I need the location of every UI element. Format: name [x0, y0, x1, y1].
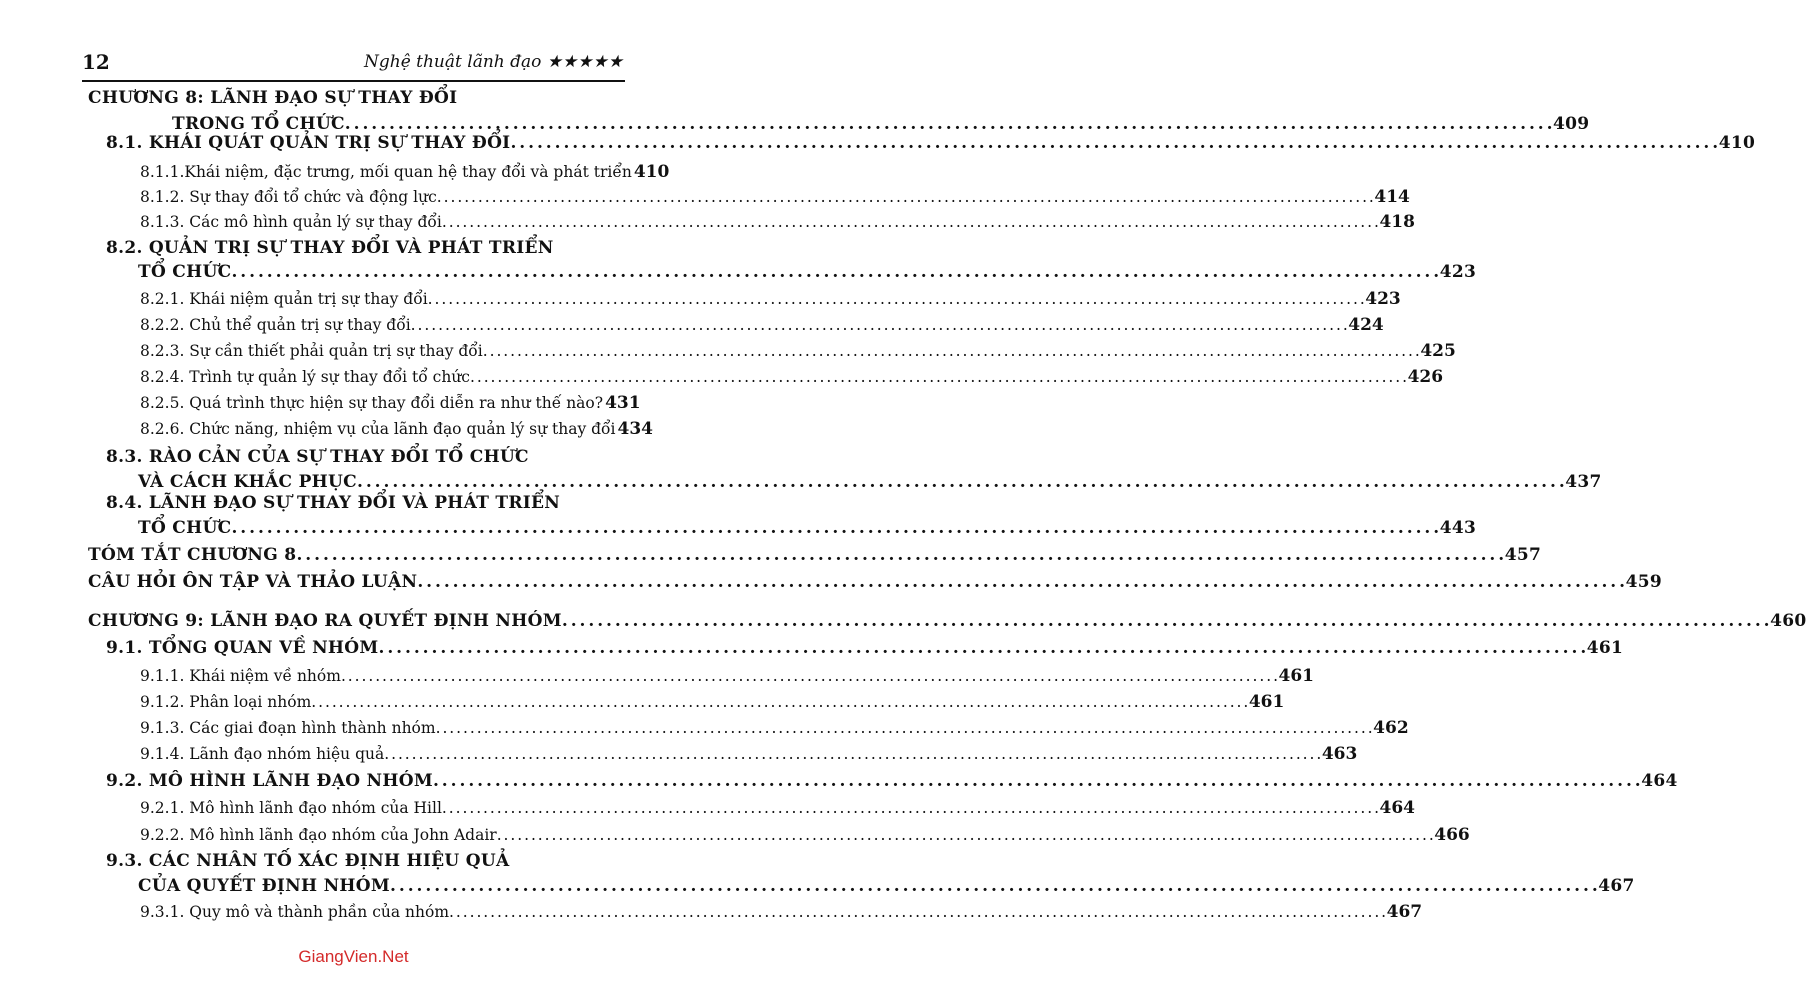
- toc-section-8-4-title: 8.4. LÃNH ĐẠO SỰ THAY ĐỔI VÀ PHÁT TRIỂN: [106, 493, 561, 513]
- toc-label: CÂU HỎI ÔN TẬP VÀ THẢO LUẬN: [88, 572, 418, 592]
- toc-entry-9-2-2[interactable]: [140, 825, 1470, 845]
- toc-entry-9-2[interactable]: [106, 771, 1678, 791]
- toc-section-8-2-title: 8.2. QUẢN TRỊ SỰ THAY ĐỔI VÀ PHÁT TRIỂN: [106, 238, 554, 258]
- leader-dots: [311, 693, 1247, 711]
- toc-entry-9-1-4[interactable]: [140, 744, 1358, 764]
- leader-dots: [345, 114, 1551, 134]
- toc-page: 443: [1439, 518, 1477, 538]
- leader-dots: [296, 545, 1502, 565]
- leader-dots: [436, 719, 1372, 737]
- page-number: 12: [82, 50, 110, 74]
- toc-page: 466: [1434, 825, 1470, 845]
- toc-label: 9.1. TỔNG QUAN VỀ NHÓM: [106, 638, 379, 658]
- toc-label: 9.1.4. Lãnh đạo nhóm hiệu quả: [140, 745, 385, 763]
- toc-label: 8.1.1.Khái niệm, đặc trưng, mối quan hệ thay đổi và phát triển: [140, 163, 632, 181]
- toc-entry-8-2-4[interactable]: [140, 367, 1444, 387]
- toc-entry-9-1-2[interactable]: [140, 692, 1285, 712]
- toc-entry-9-1-3[interactable]: [140, 718, 1409, 738]
- toc-page: 461: [1278, 666, 1315, 686]
- toc-entry-8-1[interactable]: [106, 133, 1756, 153]
- toc-label: 8.2.1. Khái niệm quản trị sự thay đổi: [140, 290, 428, 308]
- toc-entry-8-1-3[interactable]: [140, 212, 1415, 232]
- toc-label: 8.2.6. Chức năng, nhiệm vụ của lãnh đạo quản lý sự thay đổi: [140, 420, 616, 438]
- toc-entry-8-2-5[interactable]: [140, 393, 641, 413]
- toc-label: CỦA QUYẾT ĐỊNH NHÓM: [138, 876, 391, 896]
- leader-dots: [433, 771, 1639, 791]
- toc-entry-summary-8[interactable]: [88, 545, 1542, 565]
- toc-page: 462: [1373, 718, 1409, 738]
- toc-label: 9.1.3. Các giai đoạn hình thành nhóm: [140, 719, 436, 737]
- toc-page: 423: [1365, 289, 1401, 309]
- leader-dots: [437, 188, 1373, 206]
- toc-section-9-3-title: 9.3. CÁC NHÂN TỐ XÁC ĐỊNH HIỆU QUẢ: [106, 851, 510, 871]
- toc-page: 410: [633, 162, 670, 182]
- toc-label: 9.3.1. Quy mô và thành phần của nhóm: [140, 903, 450, 921]
- toc-entry-8-2[interactable]: [138, 262, 1477, 282]
- toc-entry-8-2-3[interactable]: [140, 341, 1456, 361]
- toc-entry-chapter-9[interactable]: [88, 611, 1807, 631]
- toc-page: 418: [1379, 212, 1415, 232]
- toc-entry-9-1-1[interactable]: [140, 666, 1315, 686]
- leader-dots: [442, 213, 1378, 231]
- toc-page: 461: [1248, 692, 1285, 712]
- leader-dots: [384, 745, 1320, 763]
- toc-entry-8-3[interactable]: [138, 472, 1602, 492]
- toc-entry-8-2-6[interactable]: [140, 419, 653, 439]
- toc-page: 414: [1374, 187, 1410, 207]
- toc-page: 431: [605, 393, 641, 413]
- toc-label: CHƯƠNG 9: LÃNH ĐẠO RA QUYẾT ĐỊNH NHÓM: [88, 611, 562, 631]
- leader-dots: [483, 342, 1419, 360]
- toc-page: 464: [1641, 771, 1678, 791]
- toc-entry-8-2-2[interactable]: [140, 315, 1384, 335]
- header-rule: [82, 80, 625, 82]
- toc-entry-9-3-1[interactable]: [140, 902, 1423, 922]
- toc-page: 410: [1718, 133, 1756, 153]
- toc-page: 437: [1565, 472, 1602, 492]
- toc-page: 467: [1598, 876, 1635, 896]
- leader-dots: [428, 290, 1364, 308]
- leader-dots: [510, 133, 1716, 153]
- toc-page: 459: [1625, 572, 1662, 592]
- leader-dots: [497, 826, 1433, 844]
- toc-entry-8-2-1[interactable]: [140, 289, 1401, 309]
- leader-dots: [449, 903, 1385, 921]
- toc-page: 467: [1386, 902, 1423, 922]
- leader-dots: [562, 611, 1768, 631]
- leader-dots: [417, 572, 1623, 592]
- toc-entry-9-1[interactable]: [106, 638, 1624, 658]
- toc-label: 8.1.3. Các mô hình quản lý sự thay đổi: [140, 213, 442, 231]
- watermark-text: GiangVien.Net: [298, 947, 409, 966]
- leader-dots: [442, 799, 1378, 817]
- toc-page: 461: [1586, 638, 1624, 658]
- toc-page: 424: [1348, 315, 1384, 335]
- toc-page: 463: [1321, 744, 1358, 764]
- toc-label: 9.2.1. Mô hình lãnh đạo nhóm của Hill: [140, 799, 442, 817]
- toc-entry-9-3[interactable]: [138, 876, 1635, 896]
- leader-dots: [379, 638, 1585, 658]
- toc-page: 423: [1439, 262, 1477, 282]
- toc-page: 409: [1553, 114, 1590, 134]
- toc-label: 9.1.2. Phân loại nhóm: [140, 693, 312, 711]
- leader-dots: [341, 667, 1277, 685]
- toc-page: 457: [1504, 545, 1542, 565]
- toc-label: 9.2.2. Mô hình lãnh đạo nhóm của John Adair: [140, 826, 497, 844]
- toc-label: 8.2.4. Trình tự quản lý sự thay đổi tổ chức: [140, 368, 470, 386]
- toc-section-8-3-title: 8.3. RÀO CẢN CỦA SỰ THAY ĐỔI TỔ CHỨC: [106, 447, 529, 467]
- toc-entry-9-2-1[interactable]: [140, 798, 1415, 818]
- toc-label: TRONG TỔ CHỨC: [172, 114, 345, 134]
- toc-entry-8-1-2[interactable]: [140, 187, 1410, 207]
- toc-entry-8-1-1[interactable]: [140, 162, 670, 182]
- toc-page: 426: [1407, 367, 1444, 387]
- leader-dots: [390, 876, 1596, 896]
- toc-label: TỔ CHỨC: [138, 262, 232, 282]
- toc-entry-questions-8[interactable]: [88, 572, 1662, 592]
- leader-dots: [411, 316, 1347, 334]
- toc-label: 8.2.5. Quá trình thực hiện sự thay đổi diễn ra như thế nào?: [140, 394, 604, 412]
- toc-page: 425: [1420, 341, 1456, 361]
- toc-label: 8.1. KHÁI QUÁT QUẢN TRỊ SỰ THAY ĐỔI: [106, 133, 511, 153]
- leader-dots: [470, 368, 1406, 386]
- toc-page: 464: [1379, 798, 1415, 818]
- toc-label: TÓM TẮT CHƯƠNG 8: [88, 545, 297, 565]
- toc-page: 460: [1770, 611, 1807, 631]
- toc-label: 8.2.2. Chủ thể quản trị sự thay đổi: [140, 316, 411, 334]
- toc-label: VÀ CÁCH KHẮC PHỤC: [138, 472, 357, 492]
- toc-label: 9.1.1. Khái niệm về nhóm: [140, 667, 341, 685]
- leader-dots: [357, 472, 1563, 492]
- toc-label: 8.1.2. Sự thay đổi tổ chức và động lực: [140, 188, 437, 206]
- running-title: Nghệ thuật lãnh đạo ★★★★★: [363, 52, 623, 72]
- toc-page: 434: [617, 419, 653, 439]
- toc-label: 9.2. MÔ HÌNH LÃNH ĐẠO NHÓM: [106, 771, 433, 791]
- leader-dots: [231, 262, 1437, 282]
- toc-label: TỔ CHỨC: [138, 518, 232, 538]
- toc-label: 8.2.3. Sự cần thiết phải quản trị sự thay đổi: [140, 342, 483, 360]
- toc-chapter-8-title: CHƯƠNG 8: LÃNH ĐẠO SỰ THAY ĐỔI: [88, 88, 458, 108]
- toc-entry-chapter-8[interactable]: [172, 114, 1590, 134]
- leader-dots: [231, 518, 1437, 538]
- toc-entry-8-4[interactable]: [138, 518, 1477, 538]
